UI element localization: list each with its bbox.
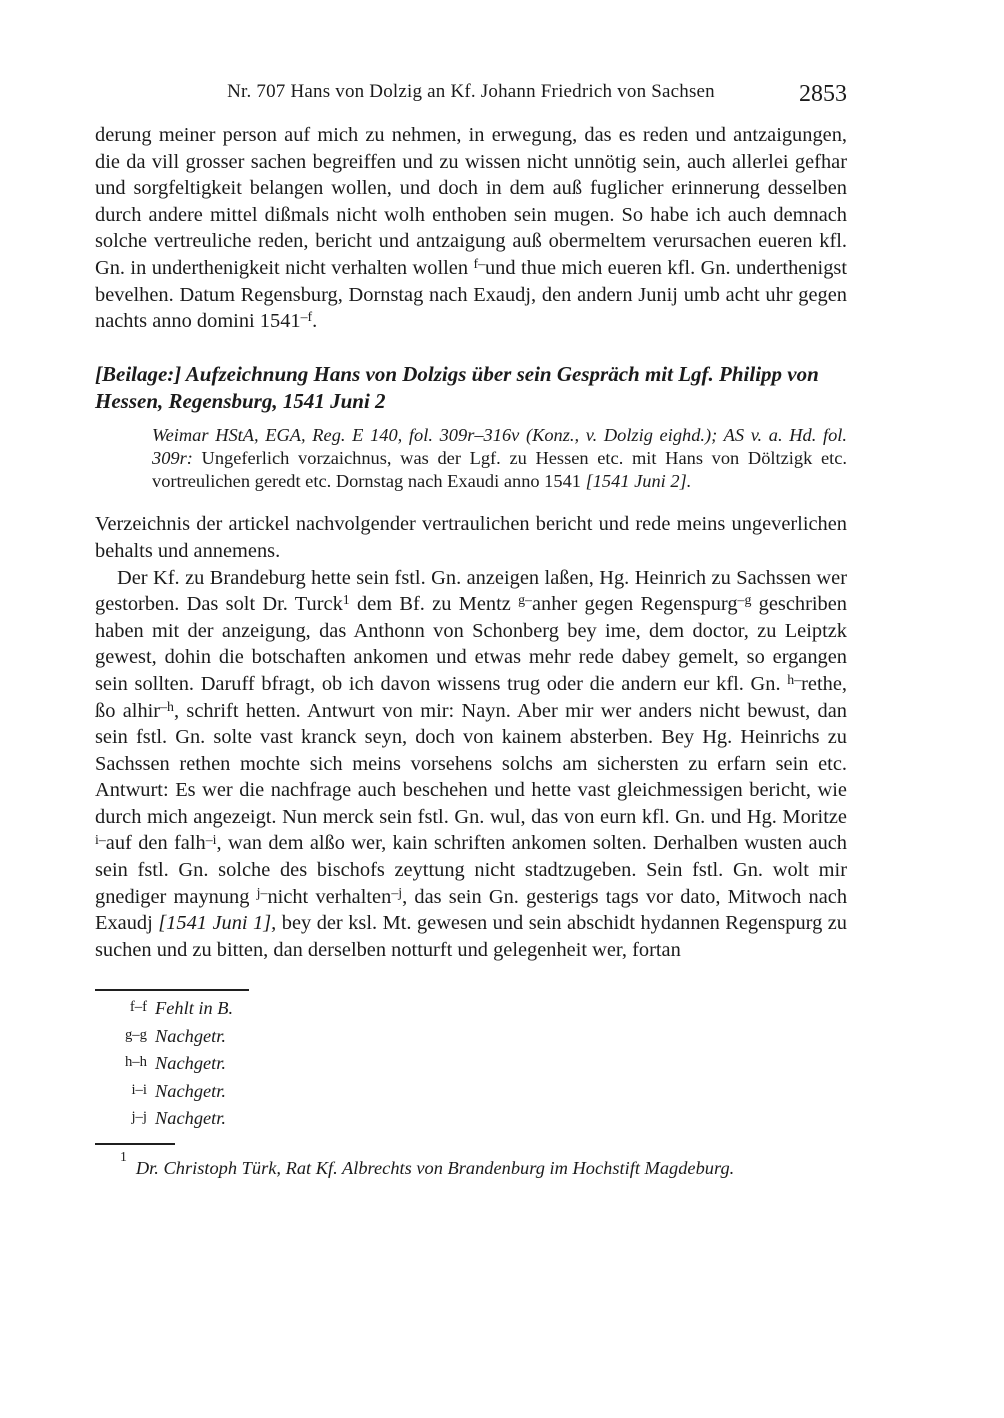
text-segment: anher gegen Regenspurg: [531, 593, 738, 616]
footnotes-section: [95, 1143, 847, 1180]
text-segment: geschriben haben mit der anzeigung, das Anthonn von Schonberg bey ime, dem doctor, zu Leiptzk gewest, dohin die botschaften ankomen und etwas mehr rede dabey gemelt, so ergangen sein sollten. Daruff bfragt, ob ich davon wissens trug oder die andern eur kfl. Gn.: [95, 593, 848, 695]
footnote-text: Dr. Christoph Türk, Rat Kf. Albrechts von Brandenburg im Hochstift Magdeburg.: [135, 1158, 735, 1179]
paragraph-body: [95, 511, 847, 564]
apparatus-note-text: Nachgetr.: [155, 1025, 227, 1046]
apparatus-mark: –i: [205, 832, 217, 848]
footnote-list: [95, 1151, 847, 1180]
paragraph-body: [95, 565, 847, 964]
text-segment: .: [312, 310, 318, 333]
text-segment: auf den falh: [105, 832, 206, 855]
running-title: Nr. 707 Hans von Dolzig an Kf. Johann Friedrich von Sachsen: [227, 81, 715, 102]
text-segment: , schrift hetten. Antwurt von mir: Nayn. Aber mir wer anders nicht bewust, dan sein fstl. Gn. solte vast kranck seyn, doch von kainem absterben. Bey Hg. Heinrichs zu Sachssen rethen mochte sich meins vorsehens solchs am sichersten zu erfarn sein etc. Antwurt: Es wer die nachfrage auch beschehen und hette vast gleichmessigen bericht, wie durch mich angezeigt. Nun merck sein fstl. Gn. wul, das von eurn kfl. Gn. und Hg. Moritze: [95, 699, 848, 828]
apparatus-mark: j–: [256, 885, 268, 901]
apparatus-mark: –h: [160, 699, 174, 715]
apparatus-mark: –g: [737, 593, 752, 609]
apparatus-mark: 1: [342, 593, 350, 609]
page-header: [95, 80, 847, 107]
footnote: [95, 1151, 847, 1180]
apparatus-mark: h–: [787, 673, 802, 689]
page-number: 2853: [799, 81, 847, 107]
text-segment: , das sein Gn. gesterigs tags vor dato, Mitwoch nach Exaudj: [95, 885, 848, 935]
text-segment: [1541 Juni 1],: [158, 912, 277, 935]
apparatus-note: [95, 1024, 847, 1052]
text-segment: und thue mich eueren kfl. Gn. underthenigst bevelhen. Datum Regensburg, Dornstag nach Exaudj, den andern Junij umb acht uhr gegen nachts anno domini 1541: [95, 256, 847, 333]
apparatus-note-marker: i–i: [131, 1081, 147, 1098]
footnote-divider: [95, 1143, 175, 1145]
apparatus-note-marker: f–f: [129, 999, 147, 1016]
apparatus-mark: f–: [473, 257, 485, 273]
paragraph-heading: [95, 361, 847, 415]
apparatus-divider: [95, 989, 249, 991]
text-segment: [1541 Juni 2].: [585, 471, 692, 492]
text-segment: Weimar HStA, EGA, Reg. E 140, fol. 309r–316v (Konz., v. Dolzig eighd.); AS v. a. Hd. fol. 309r:: [152, 424, 847, 468]
apparatus-note-text: Nachgetr.: [155, 1053, 227, 1074]
apparatus-note: [95, 1079, 847, 1107]
apparatus-note: [95, 996, 847, 1024]
text-segment: nicht verhalten: [267, 885, 392, 908]
text-segment: dem Bf. zu Mentz: [349, 593, 519, 616]
apparatus-mark: –j: [391, 885, 403, 901]
apparatus-note-marker: g–g: [124, 1026, 147, 1043]
text-segment: Verzeichnis der artickel nachvolgender vertraulichen bericht und rede meins ungeverlichen behalts und annemens.: [95, 513, 847, 562]
apparatus-mark: g–: [518, 593, 532, 609]
apparatus-note: [95, 1051, 847, 1079]
text-segment: rethe, ßo alhir: [95, 672, 847, 722]
apparatus-note: [95, 1106, 847, 1134]
text-segment: derung meiner person auf mich zu nehmen, in erwegung, das es reden und antzaigungen, die da vill grosser sachen begreiffen und zu wissen nicht unnötig sein, auch allerlei gefhar und sorgfeltigkeit belangen wollen, und doch in dem auß fuglicher erinnerung desselben durch andere mittel dißmals nicht wolh enthoben sein mugen. So habe ich auch demnach solche vertreuliche reden, bericht und antzaigung auß obermeltem verursachen eueren kfl. Gn. in underthenigkeit nicht verhalten wollen: [95, 124, 847, 279]
apparatus-note-text: Nachgetr.: [155, 1080, 227, 1101]
apparatus-note-marker: j–j: [131, 1109, 147, 1126]
apparatus-note-marker: h–h: [124, 1054, 147, 1071]
text-segment: [Beilage:] Aufzeichnung Hans von Dolzigs über sein Gespräch mit Lgf. Philipp von Hessen, Regensburg, 1541 Juni 2: [95, 361, 819, 413]
apparatus-note-text: Fehlt in B.: [155, 998, 234, 1019]
text-segment: Ungeferlich vorzaichnus, was der Lgf. zu Hessen etc. mit Hans von Döltzigk etc. vortreulichen geredt etc. Dornstag nach Exaudi anno 1541: [152, 447, 847, 492]
document-paragraphs: [95, 122, 847, 963]
text-segment: , wan dem alßo wer, kain schriften ankomen solten. Derhalben wusten auch sein fstl. Gn. solche des bischofs zeyttung nicht stadtzugeben. Sein fstl. Gn. wolt mir gnediger maynung: [95, 832, 848, 908]
paragraph-body: [95, 122, 847, 335]
apparatus-section: [95, 989, 847, 1134]
text-column: [95, 0, 847, 1180]
apparatus-note-text: Nachgetr.: [155, 1108, 227, 1129]
paragraph-source: [152, 424, 847, 494]
apparatus-mark: i–: [95, 832, 106, 848]
apparatus-mark: –f: [300, 310, 313, 326]
apparatus-list: [95, 996, 847, 1134]
text-segment: Der Kf. zu Brandeburg hette sein fstl. Gn. anzeigen laßen, Hg. Heinrich zu Sachssen wer gestorben. Das solt Dr. Turck: [95, 566, 847, 616]
footnote-marker: 1: [120, 1149, 127, 1165]
text-segment: bey der ksl. Mt. gewesen und sein abschidt hydannen Regenspurg zu suchen und zu bitten, dan derselben notturft und gelegenheit wer, fortan: [95, 912, 848, 961]
